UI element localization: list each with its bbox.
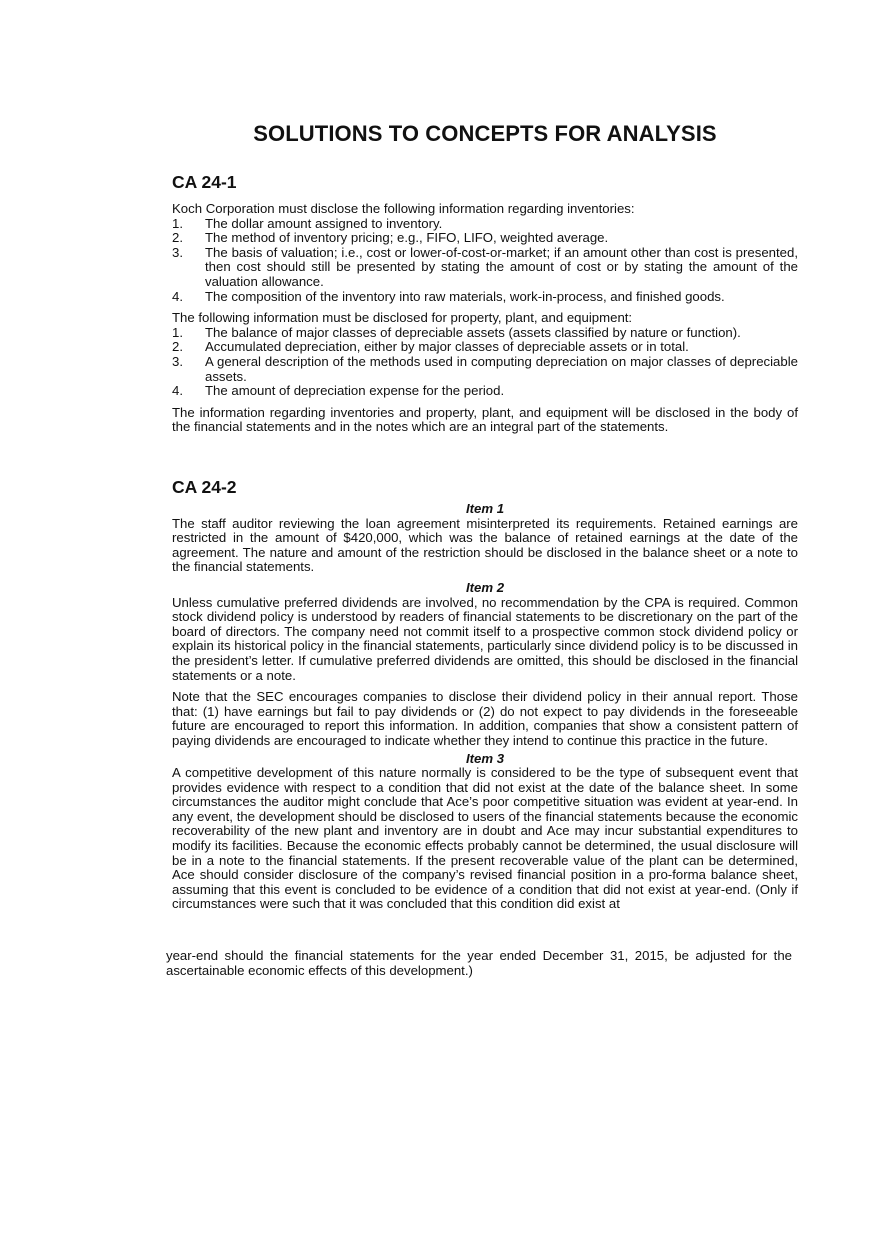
item-1-text: The staff auditor reviewing the loan agreement misinterpreted its requirements. Retained earnings are restricted in the amount of $420,000, which was the balance of retained earnings at the date of the agreement. The nature and amount of the restriction should be disclosed in the balance sheet or a note to the financial statements. — [172, 515, 798, 575]
list-item — [172, 246, 798, 290]
list-item — [172, 340, 798, 355]
inventories-intro: Koch Corporation must disclose the following information regarding inventories: — [172, 201, 635, 216]
item-2-note: Note that the SEC encourages companies to disclose their dividend policy in their annual report. Those that: (1) have earnings but fail to pay dividends or (2) do not expect to pay dividends in the foreseeable future are encouraged to report this information. In addition, companies that show a consistent pattern of paying dividends are encouraged to indicate whether they intend to continue this practice in the future. — [172, 689, 798, 748]
list-text: The method of inventory pricing; e.g., FIFO, LIFO, weighted average. — [205, 230, 609, 246]
item-3-continued: year-end should the financial statements for the year ended December 31, 2015, be adjusted for the ascertainable economic effects of this development.) — [166, 948, 792, 978]
item-2-text: Unless cumulative preferred dividends are involved, no recommendation by the CPA is required. Common stock dividend policy is understood by readers of financial statements to be discretionary on the part of the board of directors. The company need not commit itself to a prospective common stock dividend policy or explain its historical policy in the financial statements, particularly since dividend policy is to be discussed in the president’s letter. If cumulative preferred dividends are omitted, this should be disclosed in the financial statements or a note. — [172, 594, 798, 683]
ca-24-2-body — [172, 502, 798, 912]
item-1-heading: Item 1 — [465, 501, 505, 516]
ppe-intro: The following information must be disclosed for property, plant, and equipment: — [172, 310, 633, 326]
ppe-list — [172, 326, 798, 399]
list-text: The composition of the inventory into raw materials, work-in-process, and finished goods. — [205, 288, 725, 304]
item-2-heading: Item 2 — [465, 579, 505, 595]
page-title: SOLUTIONS TO CONCEPTS FOR ANALYSIS — [253, 121, 717, 146]
list-text: Accumulated depreciation, either by major classes of depreciable assets or in total. — [205, 339, 689, 355]
list-item — [172, 384, 798, 399]
list-number: 2. — [172, 230, 183, 246]
list-text: The balance of major classes of depreciable assets (assets classified by nature or function). — [205, 324, 741, 340]
section-heading-ca-24-2: CA 24-2 — [172, 477, 237, 497]
item-3-heading: Item 3 — [465, 750, 505, 766]
ca-24-1-closing: The information regarding inventories and property, plant, and equipment will be disclosed in the body of the financial statements and in the notes which are an integral part of the statements. — [172, 404, 798, 435]
inventories-list — [172, 217, 798, 305]
list-number: 1. — [172, 215, 183, 231]
list-number: 4. — [172, 383, 183, 399]
list-text: The basis of valuation; i.e., cost or lower-of-cost-or-market; if an amount other than cost is presented, then cost should still be presented by stating the amount of cost or by stating the amount of the valuation allowance. — [205, 244, 798, 289]
list-text: The dollar amount assigned to inventory. — [205, 215, 443, 231]
ca-24-1-body — [172, 202, 798, 435]
list-text: The amount of depreciation expense for the period. — [205, 383, 505, 399]
item-3-text: A competitive development of this nature normally is considered to be the type of subsequent event that provides evidence with respect to a condition that did not exist at the date of the balance sheet. In some circumstances the auditor might conclude that Ace’s poor competitive situation was evident at year-end. In any event, the development should be disclosed to users of the financial statements because the economic recoverability of the new plant and inventory are in doubt and Ace may incur substantial expenditures to modify its facilities. Because the economic effects probably cannot be determined, the usual disclosure will be in a note to the financial statements. If the present recoverable value of the plant can be determined, Ace should consider disclosure of the company’s revised financial position in a pro-forma balance sheet, assuming that this event is concluded to be evidence of a condition that did not exist at year-end. (Only if circumstances were such that it was concluded that this condition did exist at — [172, 765, 798, 912]
list-item — [172, 290, 798, 305]
list-number: 4. — [172, 288, 183, 304]
list-item — [172, 231, 798, 246]
list-number: 3. — [172, 244, 183, 260]
list-number: 1. — [172, 324, 183, 340]
list-text: A general description of the methods used in computing depreciation on major classes of depreciable assets. — [205, 353, 798, 384]
list-item — [172, 217, 798, 232]
section-heading-ca-24-1: CA 24-1 — [172, 172, 237, 192]
list-number: 2. — [172, 339, 183, 355]
list-item — [172, 326, 798, 341]
list-number: 3. — [172, 353, 183, 369]
list-item — [172, 355, 798, 384]
